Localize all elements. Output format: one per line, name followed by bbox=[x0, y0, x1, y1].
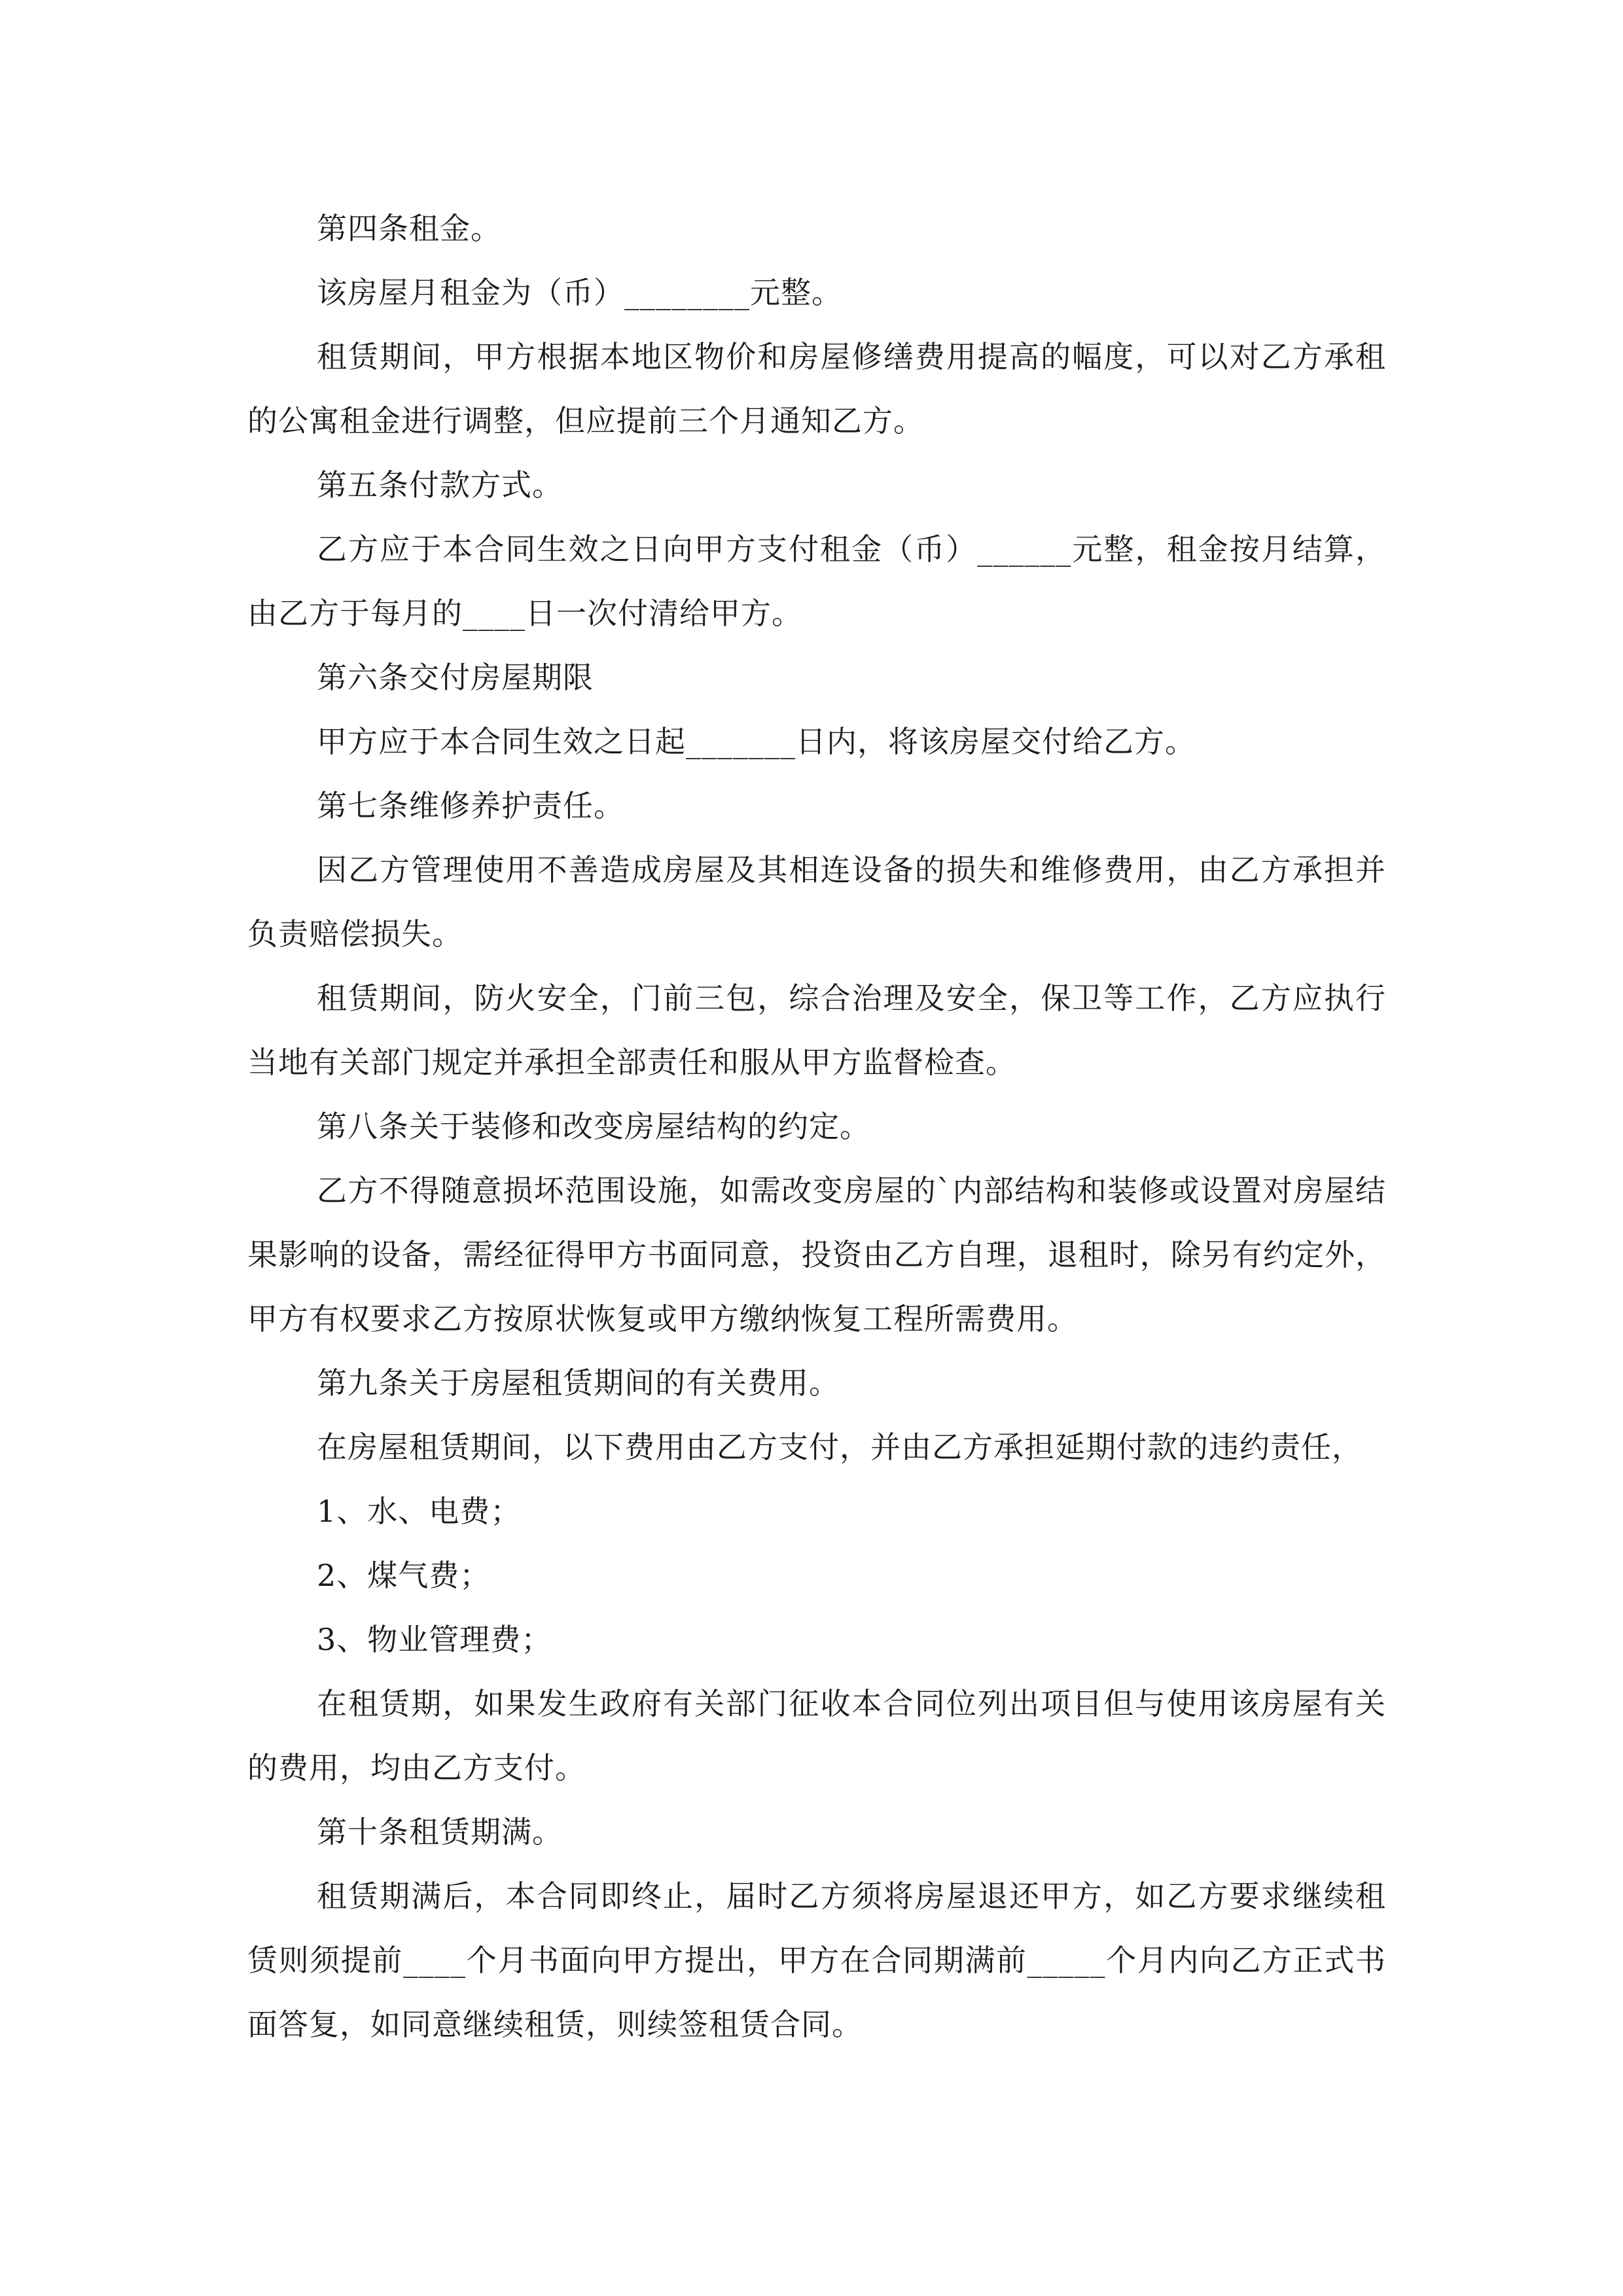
clause-7-heading: 第七条维修养护责任。 bbox=[317, 788, 624, 823]
government-fees-paragraph: 在租赁期，如果发生政府有关部门征收本合同位列出项目但与使用该房屋有关的费用，均由乙方支付。 bbox=[247, 1686, 1386, 1785]
renovation-paragraph: 乙方不得随意损坏范围设施，如需改变房屋的`内部结构和装修或设置对房屋结果影响的设备，需经征得甲方书面同意，投资由乙方自理，退租时，除另有约定外，甲方有权要求乙方按原状恢复或甲方缴纳恢复工程所需费用。 bbox=[247, 1173, 1386, 1336]
document-page bbox=[247, 196, 1386, 2056]
delivery-period-paragraph: 甲方应于本合同生效之日起_______日内，将该房屋交付给乙方。 bbox=[317, 724, 1196, 759]
monthly-rent-paragraph: 该房屋月租金为（币）________元整。 bbox=[317, 275, 842, 310]
rent-adjustment-paragraph: 租赁期间，甲方根据本地区物价和房屋修缮费用提高的幅度，可以对乙方承租的公寓租金进行调整，但应提前三个月通知乙方。 bbox=[247, 339, 1386, 439]
clause-9-heading: 第九条关于房屋租赁期间的有关费用。 bbox=[317, 1365, 840, 1401]
expense-item-1: 1、水、电费； bbox=[317, 1494, 522, 1529]
lease-expiry-paragraph: 租赁期满后，本合同即终止，届时乙方须将房屋退还甲方，如乙方要求继续租赁则须提前____个月书面向甲方提出，甲方在合同期满前_____个月内向乙方正式书面答复，如同意继续租赁，则续签租赁合同。 bbox=[247, 1878, 1386, 2042]
expense-item-3: 3、物业管理费； bbox=[317, 1622, 552, 1657]
payment-method-paragraph: 乙方应于本合同生效之日向甲方支付租金（币）______元整，租金按月结算，由乙方于每月的____日一次付清给甲方。 bbox=[247, 531, 1386, 631]
expense-item-2: 2、煤气费； bbox=[317, 1558, 491, 1593]
clause-8-heading: 第八条关于装修和改变房屋结构的约定。 bbox=[317, 1109, 870, 1144]
clause-5-heading: 第五条付款方式。 bbox=[317, 467, 563, 503]
clause-4-heading: 第四条租金。 bbox=[317, 211, 501, 246]
safety-responsibility-paragraph: 租赁期间，防火安全，门前三包，综合治理及安全，保卫等工作，乙方应执行当地有关部门规定并承担全部责任和服从甲方监督检查。 bbox=[247, 980, 1386, 1080]
clause-6-heading: 第六条交付房屋期限 bbox=[317, 660, 594, 695]
expenses-intro-paragraph: 在房屋租赁期间，以下费用由乙方支付，并由乙方承担延期付款的违约责任， bbox=[317, 1429, 1363, 1465]
clause-10-heading: 第十条租赁期满。 bbox=[317, 1814, 563, 1850]
damage-liability-paragraph: 因乙方管理使用不善造成房屋及其相连设备的损失和维修费用，由乙方承担并负责赔偿损失。 bbox=[247, 852, 1386, 952]
